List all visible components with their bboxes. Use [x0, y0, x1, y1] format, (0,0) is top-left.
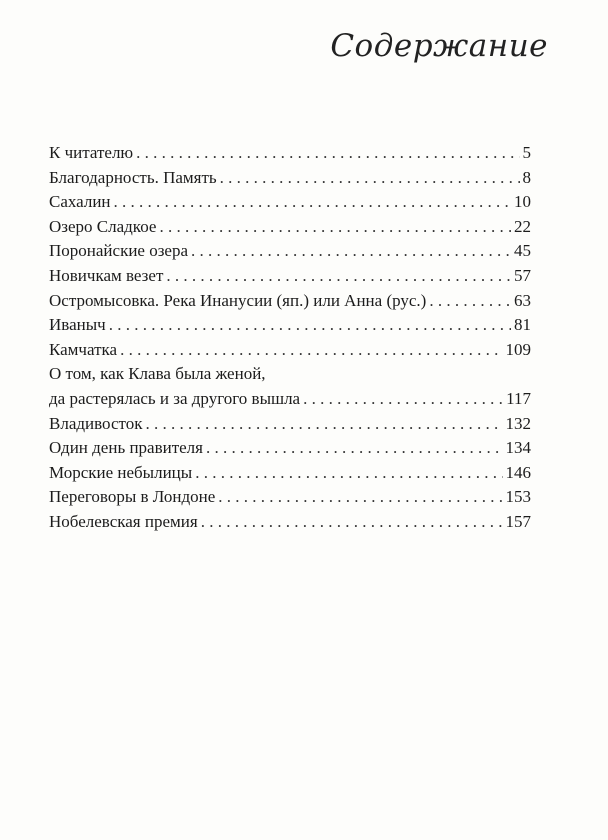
toc-entry-page: 45	[514, 241, 531, 261]
toc-entry	[49, 141, 531, 166]
toc-dot-leader	[220, 166, 520, 191]
toc-entry-page: 153	[505, 487, 531, 507]
toc-entry	[49, 510, 531, 535]
toc-dot-leader	[136, 141, 519, 166]
toc-entry	[49, 485, 531, 510]
toc-entry	[49, 215, 531, 240]
toc-entry	[49, 338, 531, 363]
toc-entry-title: Переговоры в Лондоне	[49, 487, 216, 507]
toc-entry-page: 8	[522, 167, 531, 187]
toc-entry-title: Сахалин	[49, 192, 111, 212]
toc-entry-page: 57	[514, 265, 531, 285]
toc-entry	[49, 289, 531, 314]
toc-entry-page: 134	[505, 438, 531, 458]
toc-dot-leader	[145, 412, 502, 437]
toc-entry-title: Иваныч	[49, 315, 106, 335]
toc-entry-page: 81	[514, 315, 531, 335]
toc-entry-title: Владивосток	[49, 413, 143, 433]
table-of-contents	[49, 141, 531, 535]
toc-entry-title: Поронайские озера	[49, 241, 189, 261]
toc-dot-leader	[109, 313, 511, 338]
page-title: Содержание	[330, 28, 548, 64]
toc-dot-leader	[303, 387, 503, 412]
toc-dot-leader	[195, 461, 502, 486]
toc-entry	[49, 166, 531, 191]
toc-entry-title: Нобелевская премия	[49, 511, 198, 531]
toc-entry	[49, 190, 531, 215]
toc-entry-title: да растерялась и за другого вышла	[49, 388, 301, 408]
toc-entry-page: 146	[505, 462, 531, 482]
toc-entry-page: 63	[514, 290, 531, 310]
toc-dot-leader	[218, 485, 502, 510]
toc-dot-leader	[429, 289, 511, 314]
toc-entry-page: 132	[505, 413, 531, 433]
toc-entry-title: О том, как Клава была женой,	[49, 364, 266, 384]
toc-entry-title: К читателю	[49, 143, 134, 162]
toc-dot-leader	[114, 190, 511, 215]
toc-entry-title: Один день правителя	[49, 438, 203, 458]
toc-entry-page: 22	[514, 216, 531, 236]
toc-entry	[49, 239, 531, 264]
toc-dot-leader	[120, 338, 502, 363]
toc-entry-title: Морские небылицы	[49, 462, 193, 482]
toc-entry	[49, 264, 531, 289]
toc-entry	[49, 313, 531, 338]
toc-entry-title: Новичкам везет	[49, 265, 164, 285]
toc-entry-page: 10	[514, 192, 531, 212]
toc-entry	[49, 436, 531, 461]
toc-entry-page: 157	[505, 511, 531, 531]
toc-dot-leader	[159, 215, 511, 240]
toc-entry	[49, 412, 531, 437]
toc-entry-title: Озеро Сладкое	[49, 216, 157, 236]
toc-dot-leader	[191, 239, 511, 264]
toc-dot-leader	[166, 264, 511, 289]
toc-entry-page: 109	[505, 339, 531, 359]
toc-entry-continued	[49, 362, 531, 387]
toc-entry-title: Остромысовка. Река Инанусии (яп.) или Анна (рус.)	[49, 290, 427, 310]
toc-entry-page: 117	[506, 388, 531, 408]
toc-dot-leader	[206, 436, 503, 461]
toc-dot-leader	[201, 510, 503, 535]
toc-entry-title: Благодарность. Память	[49, 167, 217, 187]
toc-entry-page: 5	[522, 143, 531, 162]
toc-entry	[49, 461, 531, 486]
toc-entry	[49, 387, 531, 412]
toc-entry-title: Камчатка	[49, 339, 118, 359]
